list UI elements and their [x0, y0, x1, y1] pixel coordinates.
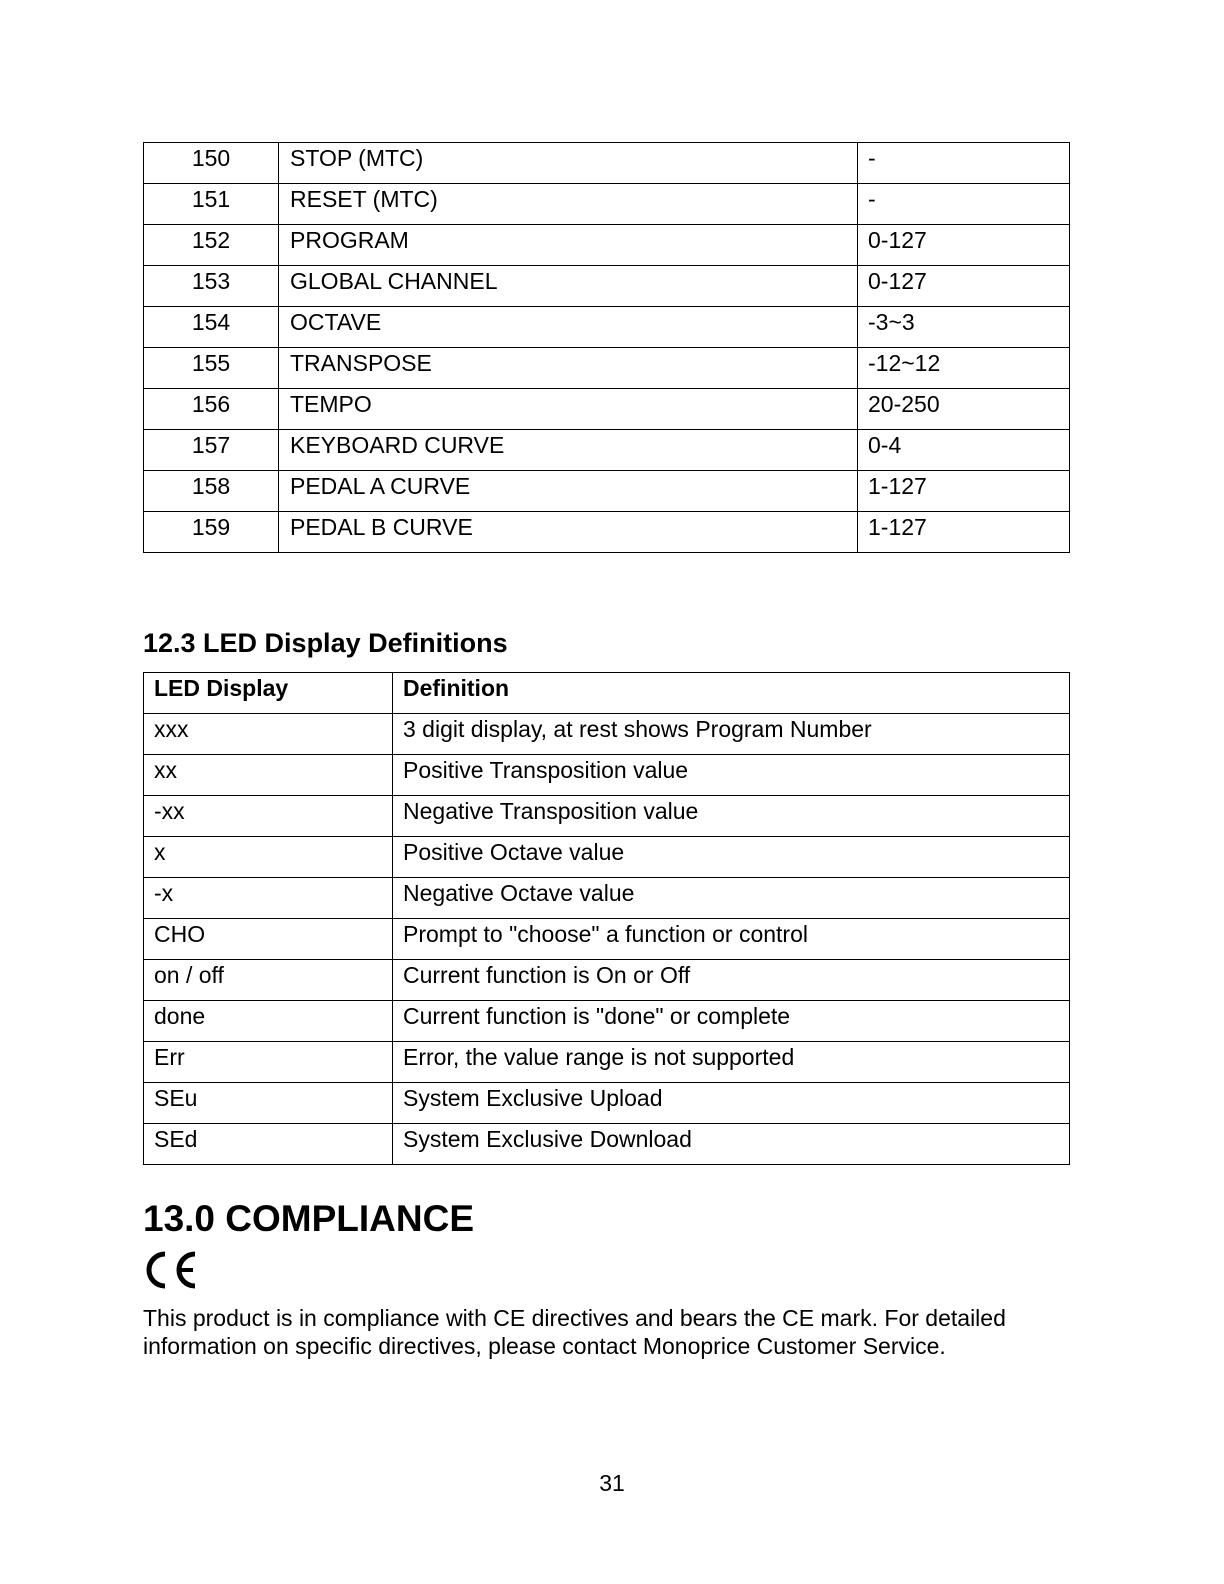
led-definition: Current function is "done" or complete [393, 1001, 1070, 1042]
table-row [144, 225, 1070, 266]
table-row [144, 1083, 1070, 1124]
led-definition: System Exclusive Upload [393, 1083, 1070, 1124]
function-name: GLOBAL CHANNEL [279, 266, 858, 307]
led-definition: Negative Octave value [393, 878, 1070, 919]
column-header-led-display: LED Display [144, 673, 393, 714]
function-range: 0-127 [858, 225, 1070, 266]
function-number: 150 [144, 143, 279, 184]
page-number: 31 [599, 1470, 625, 1496]
function-number: 157 [144, 430, 279, 471]
function-name: STOP (MTC) [279, 143, 858, 184]
led-definition: Prompt to "choose" a function or control [393, 919, 1070, 960]
table-row [144, 266, 1070, 307]
led-display-code: xxx [144, 714, 393, 755]
led-definition: Current function is On or Off [393, 960, 1070, 1001]
table-header-row [144, 673, 1070, 714]
function-name: PEDAL B CURVE [279, 512, 858, 553]
function-range: 0-4 [858, 430, 1070, 471]
led-definition: Negative Transposition value [393, 796, 1070, 837]
led-display-code: x [144, 837, 393, 878]
led-display-code: SEu [144, 1083, 393, 1124]
function-range: 1-127 [858, 512, 1070, 553]
led-definition: 3 digit display, at rest shows Program Number [393, 714, 1070, 755]
function-range: - [858, 143, 1070, 184]
led-display-code: -x [144, 878, 393, 919]
function-number: 152 [144, 225, 279, 266]
function-range: - [858, 184, 1070, 225]
table-row [144, 184, 1070, 225]
table-row [144, 837, 1070, 878]
function-name: TEMPO [279, 389, 858, 430]
function-table [143, 142, 1070, 553]
function-range: -12~12 [858, 348, 1070, 389]
table-row [144, 960, 1070, 1001]
function-name: RESET (MTC) [279, 184, 858, 225]
table-row [144, 471, 1070, 512]
function-number: 158 [144, 471, 279, 512]
function-number: 159 [144, 512, 279, 553]
led-definition: Positive Transposition value [393, 755, 1070, 796]
section-heading-led: 12.3 LED Display Definitions [143, 628, 508, 658]
function-range: 1-127 [858, 471, 1070, 512]
led-display-code: xx [144, 755, 393, 796]
table-row [144, 919, 1070, 960]
table-row [144, 1001, 1070, 1042]
led-definitions-table [143, 672, 1070, 1165]
function-number: 155 [144, 348, 279, 389]
table-row [144, 755, 1070, 796]
table-row [144, 307, 1070, 348]
function-name: KEYBOARD CURVE [279, 430, 858, 471]
table-row [144, 430, 1070, 471]
table-row [144, 1042, 1070, 1083]
function-name: TRANSPOSE [279, 348, 858, 389]
led-display-code: Err [144, 1042, 393, 1083]
table-row [144, 389, 1070, 430]
table-row [144, 143, 1070, 184]
table-row [144, 1124, 1070, 1165]
function-name: PROGRAM [279, 225, 858, 266]
compliance-text: This product is in compliance with CE directives and bears the CE mark. For detailed information on specific directives, please contact Monoprice Customer Service. [143, 1305, 1006, 1359]
function-range: -3~3 [858, 307, 1070, 348]
led-definition: Positive Octave value [393, 837, 1070, 878]
table-row [144, 796, 1070, 837]
function-number: 154 [144, 307, 279, 348]
led-display-code: SEd [144, 1124, 393, 1165]
led-definition: System Exclusive Download [393, 1124, 1070, 1165]
table-row [144, 714, 1070, 755]
function-range: 0-127 [858, 266, 1070, 307]
table-row [144, 512, 1070, 553]
function-name: OCTAVE [279, 307, 858, 348]
led-display-code: done [144, 1001, 393, 1042]
table-row [144, 878, 1070, 919]
function-number: 151 [144, 184, 279, 225]
led-display-code: -xx [144, 796, 393, 837]
section-heading-compliance: 13.0 COMPLIANCE [143, 1198, 475, 1239]
table-row [144, 348, 1070, 389]
column-header-definition: Definition [393, 673, 1070, 714]
function-number: 156 [144, 389, 279, 430]
led-display-code: on / off [144, 960, 393, 1001]
ce-mark-icon [143, 1250, 199, 1295]
led-display-code: CHO [144, 919, 393, 960]
led-definition: Error, the value range is not supported [393, 1042, 1070, 1083]
function-range: 20-250 [858, 389, 1070, 430]
function-number: 153 [144, 266, 279, 307]
function-name: PEDAL A CURVE [279, 471, 858, 512]
